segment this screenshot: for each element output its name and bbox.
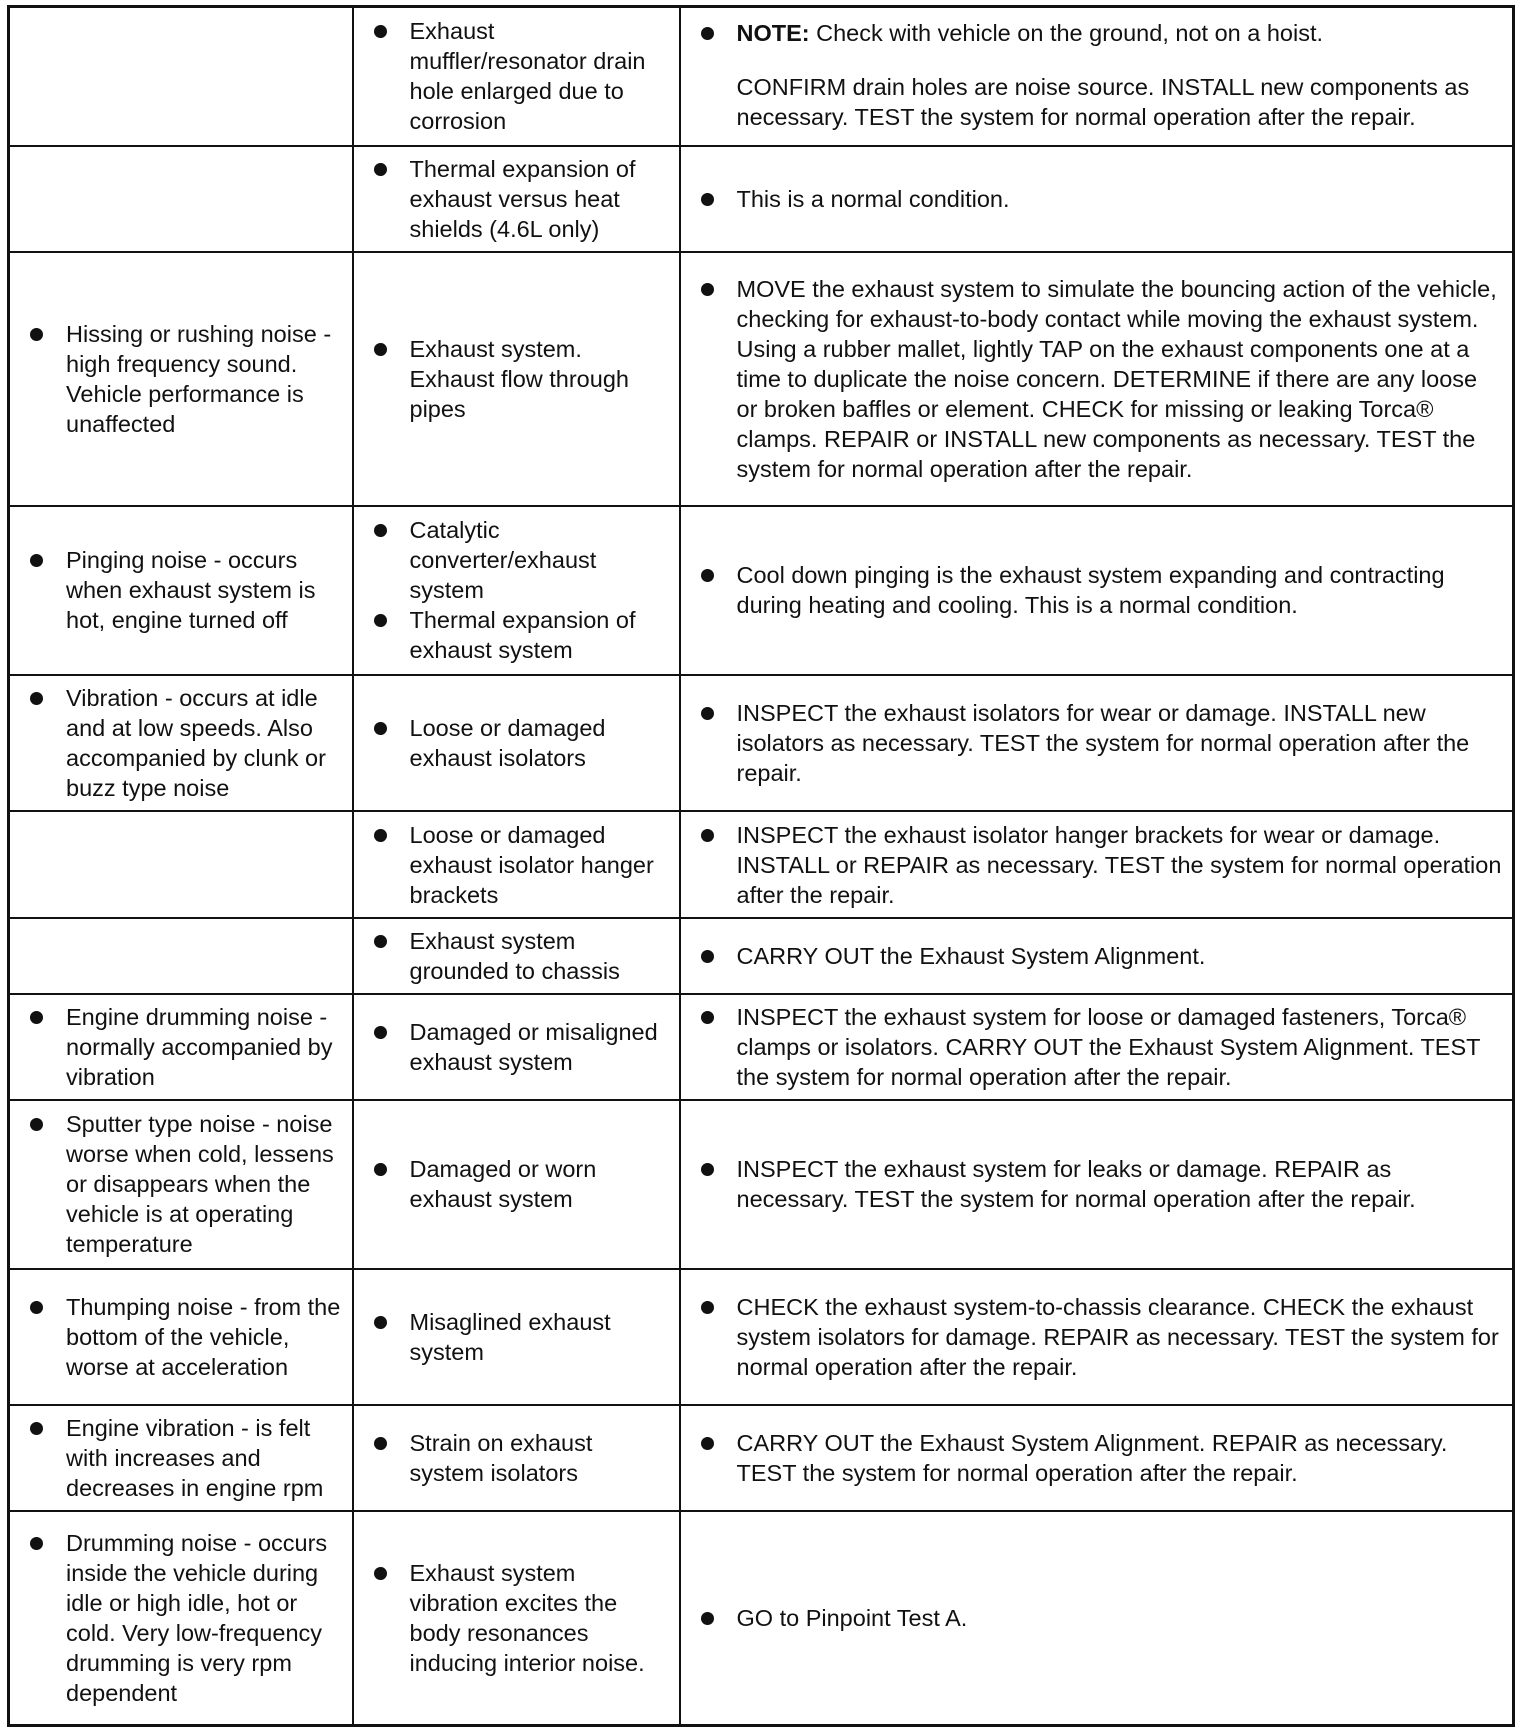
source-cell xyxy=(353,506,680,675)
action-text: INSPECT the exhaust system for leaks or damage. REPAIR as necessary. TEST the system for normal operation after the repair. xyxy=(736,1156,1416,1213)
action-text: MOVE the exhaust system to simulate the bouncing action of the vehicle, checking for exhaust-to-body contact while moving the exhaust system. Using a rubber mallet, lightly TAP on the exhaust components one at a time to duplicate the noise concern. DETERMINE if there are any loose or broken baffles or element. CHECK for missing or leaking Torca® clamps. REPAIR or INSTALL new components as necessary. TEST the system for normal operation after the repair. xyxy=(736,275,1497,482)
source-text: Exhaust system vibration excites the body resonances inducing interior noise. xyxy=(409,1559,645,1676)
source-cell xyxy=(353,675,680,812)
bullet-icon xyxy=(701,950,714,963)
table-row xyxy=(9,146,1514,252)
bullet-icon xyxy=(701,1011,714,1024)
list-item xyxy=(699,941,1505,971)
list-item xyxy=(372,334,671,424)
condition-cell xyxy=(9,675,353,812)
list-item xyxy=(699,18,1505,132)
bullet-icon xyxy=(701,1612,714,1625)
bullet-icon xyxy=(374,722,387,735)
list-item xyxy=(699,184,1505,214)
action-cell xyxy=(680,1405,1514,1511)
action-text: CARRY OUT the Exhaust System Alignment. REPAIR as necessary. TEST the system for normal operation after the repair. xyxy=(736,1429,1448,1486)
condition-text: Engine vibration - is felt with increases and decreases in engine rpm xyxy=(66,1414,324,1501)
list-item xyxy=(372,1558,671,1678)
list-item xyxy=(28,1292,344,1382)
action-text: CONFIRM drain holes are noise source. INSTALL new components as necessary. TEST the system for normal operation after the repair. xyxy=(736,74,1470,130)
list-item xyxy=(699,820,1505,910)
source-cell xyxy=(353,811,680,917)
condition-text: Engine drumming noise - normally accompanied by vibration xyxy=(66,1003,333,1090)
condition-cell xyxy=(9,1269,353,1405)
table-row xyxy=(9,506,1514,675)
list-item xyxy=(372,1428,671,1488)
bullet-icon xyxy=(374,935,387,948)
condition-cell xyxy=(9,1100,353,1269)
condition-text: Vibration - occurs at idle and at low speeds. Also accompanied by clunk or buzz type noise xyxy=(66,685,326,802)
bullet-icon xyxy=(701,193,714,206)
bullet-icon xyxy=(30,1301,43,1314)
action-cell xyxy=(680,146,1514,252)
bullet-icon xyxy=(30,554,43,567)
list-item xyxy=(28,683,344,803)
list-item xyxy=(372,926,671,986)
source-cell xyxy=(353,1405,680,1511)
action-cell xyxy=(680,7,1514,146)
source-cell xyxy=(353,146,680,252)
bullet-icon xyxy=(30,692,43,705)
bullet-icon xyxy=(374,1026,387,1039)
source-text: Misaglined exhaust system xyxy=(409,1308,611,1365)
condition-cell xyxy=(9,918,353,994)
bullet-icon xyxy=(701,1301,714,1314)
bullet-icon xyxy=(374,829,387,842)
action-cell xyxy=(680,252,1514,506)
action-text: INSPECT the exhaust isolator hanger brackets for wear or damage. INSTALL or REPAIR as necessary. TEST the system for normal operation after the repair. xyxy=(736,821,1502,908)
list-item xyxy=(372,154,671,244)
condition-cell xyxy=(9,7,353,146)
bullet-icon xyxy=(374,1316,387,1329)
condition-cell xyxy=(9,252,353,506)
source-text: Exhaust system grounded to chassis xyxy=(409,927,620,984)
action-text: INSPECT the exhaust system for loose or damaged fasteners, Torca® clamps or isolators. CARRY OUT the Exhaust System Alignment. TEST the system for normal operation after the repair. xyxy=(736,1003,1481,1090)
source-text: Loose or damaged exhaust isolator hanger brackets xyxy=(409,821,654,908)
bullet-icon xyxy=(30,1011,43,1024)
action-cell xyxy=(680,1100,1514,1269)
bullet-icon xyxy=(30,1422,43,1435)
action-cell xyxy=(680,506,1514,675)
condition-cell xyxy=(9,146,353,252)
bullet-icon xyxy=(374,614,387,627)
list-item xyxy=(372,515,671,605)
action-text: GO to Pinpoint Test A. xyxy=(736,1604,968,1631)
condition-text: Sputter type noise - noise worse when cold, lessens or disappears when the vehicle is at operating temperature xyxy=(66,1111,334,1258)
table-row xyxy=(9,1405,1514,1511)
table-row xyxy=(9,918,1514,994)
source-text: Damaged or worn exhaust system xyxy=(409,1156,597,1213)
list-item xyxy=(699,1002,1505,1092)
source-text: Thermal expansion of exhaust system xyxy=(409,607,636,664)
action-cell xyxy=(680,1269,1514,1405)
condition-text: Thumping noise - from the bottom of the vehicle, worse at acceleration xyxy=(66,1293,341,1380)
action-cell xyxy=(680,811,1514,917)
list-item xyxy=(28,319,344,439)
note-text: Check with vehicle on the ground, not on a hoist. xyxy=(809,20,1324,46)
list-item xyxy=(372,820,671,910)
action-cell xyxy=(680,918,1514,994)
action-text: Cool down pinging is the exhaust system expanding and contracting during heating and cooling. This is a normal condition. xyxy=(736,562,1445,619)
source-cell xyxy=(353,7,680,146)
bullet-icon xyxy=(701,707,714,720)
bullet-icon xyxy=(701,569,714,582)
bullet-icon xyxy=(374,25,387,38)
bullet-icon xyxy=(30,1537,43,1550)
bullet-icon xyxy=(374,163,387,176)
source-cell xyxy=(353,1511,680,1726)
bullet-icon xyxy=(30,1118,43,1131)
list-item xyxy=(372,1307,671,1367)
action-text: This is a normal condition. xyxy=(736,185,1010,212)
list-item xyxy=(28,545,344,635)
source-text: Strain on exhaust system isolators xyxy=(409,1429,593,1486)
source-text: Thermal expansion of exhaust versus heat shields (4.6L only) xyxy=(409,155,636,242)
bullet-icon xyxy=(701,1437,714,1450)
bullet-icon xyxy=(701,27,714,40)
condition-text: Hissing or rushing noise - high frequency sound. Vehicle performance is unaffected xyxy=(66,320,332,437)
bullet-icon xyxy=(374,1163,387,1176)
table-row xyxy=(9,994,1514,1100)
bullet-icon xyxy=(701,283,714,296)
bullet-icon xyxy=(374,1437,387,1450)
condition-cell xyxy=(9,811,353,917)
list-item xyxy=(28,1528,344,1708)
table-row xyxy=(9,1511,1514,1726)
condition-cell xyxy=(9,994,353,1100)
condition-cell xyxy=(9,506,353,675)
source-cell xyxy=(353,994,680,1100)
list-item xyxy=(699,1603,1505,1633)
list-item xyxy=(699,1292,1505,1382)
action-cell xyxy=(680,675,1514,812)
list-item xyxy=(28,1109,344,1259)
condition-cell xyxy=(9,1511,353,1726)
list-item xyxy=(699,698,1505,788)
bullet-icon xyxy=(374,343,387,356)
action-text: INSPECT the exhaust isolators for wear or damage. INSTALL new isolators as necessary. TEST the system for normal operation after the repair. xyxy=(736,700,1470,787)
action-text: CARRY OUT the Exhaust System Alignment. xyxy=(736,942,1206,969)
bullet-icon xyxy=(374,1567,387,1580)
note-label: NOTE: xyxy=(736,20,810,46)
source-text: Loose or damaged exhaust isolators xyxy=(409,715,606,772)
bullet-icon xyxy=(30,328,43,341)
table-row xyxy=(9,252,1514,506)
source-cell xyxy=(353,1269,680,1405)
symptom-chart-table xyxy=(7,5,1515,1727)
table-row xyxy=(9,1269,1514,1405)
source-text: Damaged or misaligned exhaust system xyxy=(409,1018,658,1075)
source-text: Catalytic converter/exhaust system xyxy=(409,517,597,604)
action-cell xyxy=(680,1511,1514,1726)
source-cell xyxy=(353,918,680,994)
list-item xyxy=(372,1017,671,1077)
source-text: Exhaust system. Exhaust flow through pipes xyxy=(409,335,629,422)
list-item xyxy=(699,1428,1505,1488)
condition-cell xyxy=(9,1405,353,1511)
source-cell xyxy=(353,1100,680,1269)
action-text: CHECK the exhaust system-to-chassis clearance. CHECK the exhaust system isolators for damage. REPAIR as necessary. TEST the system for normal operation after the repair. xyxy=(736,1293,1499,1380)
source-cell xyxy=(353,252,680,506)
table-row xyxy=(9,1100,1514,1269)
table-row xyxy=(9,811,1514,917)
source-text: Exhaust muffler/resonator drain hole enlarged due to corrosion xyxy=(409,18,646,135)
bullet-icon xyxy=(374,524,387,537)
list-item xyxy=(28,1002,344,1092)
list-item xyxy=(699,1154,1505,1214)
list-item xyxy=(28,1413,344,1503)
list-item xyxy=(372,605,671,665)
list-item xyxy=(372,16,671,136)
list-item xyxy=(699,274,1505,484)
table-row xyxy=(9,7,1514,146)
list-item xyxy=(372,713,671,773)
list-item xyxy=(372,1154,671,1214)
bullet-icon xyxy=(701,1163,714,1176)
condition-text: Drumming noise - occurs inside the vehicle during idle or high idle, hot or cold. Very low-frequency drumming is very rpm dependent xyxy=(66,1529,328,1706)
bullet-icon xyxy=(701,829,714,842)
table-body xyxy=(9,7,1514,1726)
action-cell xyxy=(680,994,1514,1100)
condition-text: Pinging noise - occurs when exhaust system is hot, engine turned off xyxy=(66,547,316,634)
list-item xyxy=(699,560,1505,620)
table-row xyxy=(9,675,1514,812)
